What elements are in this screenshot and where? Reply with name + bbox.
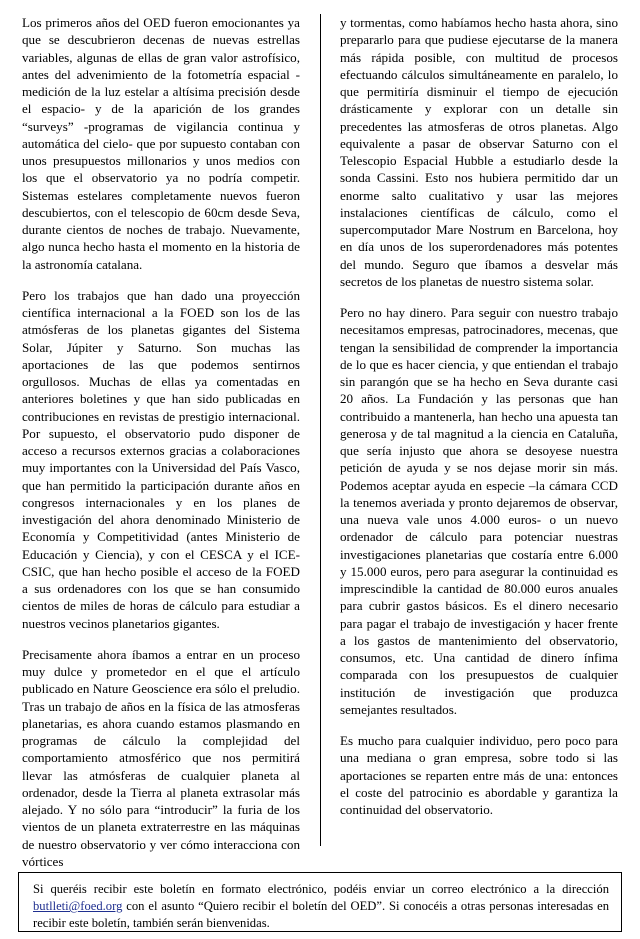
paragraph: y tormentas, como habíamos hecho hasta ahora, sino prepararlo para que pudiese ejecutarse de la manera más rápida posible, con multitud de procesos efectuando cálculos simultáneamente en paralelo, lo que permitiría disminuir el tiempo de ejecución drásticamente y explorar con un detalle sin precedentes las atmosferas de otros planetas. Algo equivalente a pasar de observar Saturno con el Telescopio Espacial Hubble a estudiarlo desde la sonda Cassini. Esto nos hubiera permitido dar un enorme salto cualitativo y usar las mejores instalaciones científicas de cálculo, como el supercomputador Mare Nostrum en Barcelona, hoy en día unos de los superordenadores más potentes del mundo. Seguro que íbamos a desvelar más secretos de los planetas de nuestro sistema solar.: [340, 15, 618, 289]
paragraph: Pero no hay dinero. Para seguir con nuestro trabajo necesitamos empresas, patrocinadores, mecenas, que tengan la sensibilidad de comprender la importancia de lo que es hacer ciencia, y que entiendan el trabajo sin parangón que se ha hecho en Seva durante casi 20 años. La Fundación y las personas que han contribuido a mantenerla, han hecho una apuesta tan generosa y de tal magnitud a la ciencia en Cataluña, que sería injusto que ahora se desoyese nuestra petición de ayuda y se nos dejase morir sin más. Podemos aceptar ayuda en especie –la cámara CCD la tenemos averiada y pronto dejaremos de observar, una nueva vale unos 4.000 euros- o un nuevo ordenador de cálculo para potenciar nuestras investigaciones planetarias que costaría entre 6.000 y 15.000 euros, pero para asegurar la continuidad es imprescindible la cantidad de 80.000 euros anuales para cubrir gastos básicos. Es el dinero necesario para pagar el trabajo de investigación y hacer frente a los gastos de mantenimiento del observatorio, consumos, etc. Una cantidad de dinero ínfima comparada con los presupuestos de cualquier institución de investigación que produzca semejantes resultados.: [340, 305, 618, 717]
left-column: [22, 14, 300, 870]
right-column: [340, 14, 618, 818]
paragraph: Es mucho para cualquier individuo, pero poco para una mediana o gran empresa, sobre todo si las aportaciones se reparten entre más de una: entonces el coste del patrocinio es abordable y garantiza la continuidad del observatorio.: [340, 733, 618, 817]
paragraph: Precisamente ahora íbamos a entrar en un proceso muy dulce y prometedor en el que el artículo publicado en Nature Geoscience era sólo el preludio. Tras un trabajo de años en la física de las atmosferas planetarias, es ahora cuando estamos plasmando en programas de cálculo la complejidad del comportamiento atmosférico que nos permitirá llevar las atmósferas de cualquier planeta al ordenador, desde la Tierra al planeta extrasolar más alejado. Y no sólo para “introducir” la furia de los vientos de un planeta extraterrestre en las máquinas de nuestro observatorio y ver cómo interacciona con vórtices: [22, 646, 300, 869]
footer-text-before-link: Si queréis recibir este boletín en formato electrónico, podéis enviar un correo electrónico a la dirección: [33, 882, 609, 896]
paragraph: Los primeros años del OED fueron emocionantes ya que se descubrieron decenas de nuevas estrellas variables, algunas de ellas de gran valor astrofísico, antes del advenimiento de la fotometría espacial -medición de la luz estelar a altísima precisión desde el espacio- y de la aparición de los grandes “surveys” -programas de vigilancia continua y automática del cielo- que por supuesto contaban con unos presupuestos millonarios y unos medios con los que el observatorio ya no podría competir. Sistemas estelares completamente nuevos fueron descubiertos, con el telescopio de 60cm desde Seva, durante cientos de noches de trabajo. Nuevamente, algo nunca hecho hasta el momento en la historia de la astronomía catalana.: [22, 15, 300, 272]
newsletter-subscription-box: [18, 872, 622, 932]
paragraph: Pero los trabajos que han dado una proyección científica internacional a la FOED son los de las atmósferas de los planetas gigantes del Sistema Solar, Júpiter y Saturno. Son muchas las aportaciones de las que podemos sentirnos orgullosos. Muchas de ellas ya comentadas en anteriores boletines y que han sido publicadas en contribuciones en revistas de prestigio internacional. Por supuesto, el observatorio pudo disponer de acceso a recursos externos gracias a colaboraciones muy importantes con la Universidad del País Vasco, que han permitido la participación durante años en congresos internacionales y en los planes de investigación del ahora denominado Ministerio de Economía y Competitividad (antes Ministerio de Educación y Ciencia), y con el CESCA y el ICE-CSIC, que han hecho posible el acceso de la FOED a sus ordenadores con los que se han consumido cientos de miles de horas de cálculo para estudiar a nuestros vecinos planetarios gigantes.: [22, 287, 300, 631]
email-link[interactable]: butlleti@foed.org: [33, 899, 123, 914]
footer-text-after-link: con el asunto “Quiero recibir el boletín del OED”. Si conocéis a otras personas interesadas en recibir este boletín, también serán bienvenidas.: [33, 899, 609, 931]
column-divider-rule: [320, 14, 321, 846]
footer-paragraph: [19, 873, 621, 933]
